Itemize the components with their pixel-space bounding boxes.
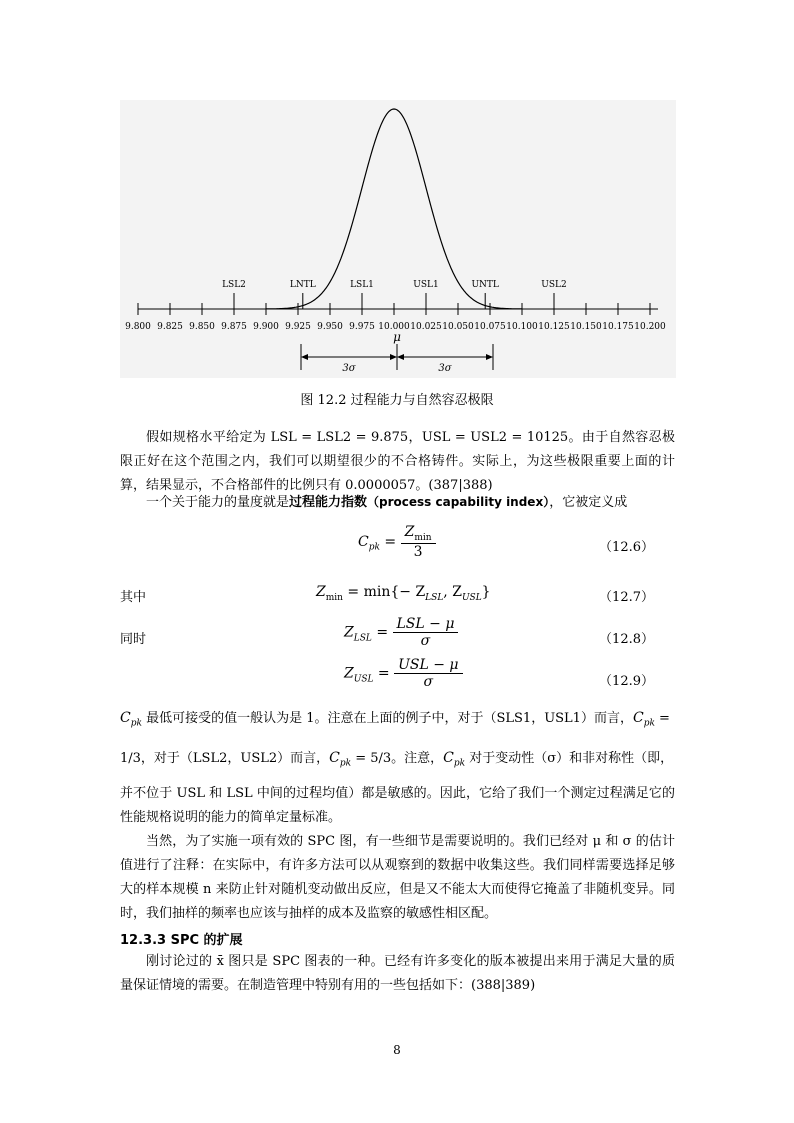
page-number: 8 <box>393 1043 401 1057</box>
cpk-4-sub: pk <box>453 758 466 769</box>
eq2-mid: = min{− Z <box>342 584 426 600</box>
eq3-label: 同时 <box>120 632 147 647</box>
eq1-lhs-sub: pk <box>368 542 380 553</box>
axis-tick-label: 10.200 <box>634 322 666 332</box>
equation-number-12-6: （12.6） <box>599 540 654 555</box>
eq1-den: 3 <box>413 543 423 560</box>
axis-tick-label: 10.000 <box>378 322 410 332</box>
arrowhead-right-a <box>397 354 404 360</box>
bell-curve <box>266 109 522 309</box>
limit-label: LNTL <box>289 280 316 290</box>
term-process-capability: 过程能力指数 <box>289 495 368 510</box>
cpk-1-sub: pk <box>130 718 142 729</box>
equation-number-12-9: （12.9） <box>599 674 654 689</box>
axis-tick-label: 9.975 <box>349 322 375 332</box>
cpk-2-sub: pk <box>643 718 655 729</box>
equation-12-6: $C_{pk}$ = $\frac{Z_{min}}{3}$ <box>358 524 436 560</box>
equation-12-8: $Z_{LSL}$ = $\frac{\text{LSL − μ}}{\sigma}$ <box>344 616 458 649</box>
para2-prefix: 一个关于能力的量度就是 <box>146 495 290 510</box>
paragraph-4: 当然，为了实施一项有效的 SPC 图，有一些细节是需要说明的。我们已经对 μ 和 σ 的估计值进行了注释：在实际中，有许多方法可以从观察到的数据中收集这些。我们同样需要选择足够大的样本规模 n 来防止针对随机变动做出反应，但是又不能太大而使得它掩盖了非随机变异。同时，我们抽样的频率也应该与抽样的成本及监察的敏感性相区配。 <box>120 834 675 921</box>
axis-tick-label: 9.900 <box>253 322 279 332</box>
para3-text-1: 最低可接受的值一般认为是 1。注意在上面的例子中，对于（SLS1，USL1）而言， <box>141 711 633 726</box>
axis-tick-label: 10.050 <box>442 322 474 332</box>
eq4-fraction <box>394 657 462 690</box>
para3-text-5: 对于变动性（σ）和非对称性（即， <box>465 751 674 766</box>
paragraph-5: 刚讨论过的 x̄ 图只是 SPC 图表的一种。已经有许多变化的版本被提出来用于满足大量的质量保证情境的需要。在制造管理中特别有用的一些包括如下：(388|389) <box>120 954 675 993</box>
eq4-lhs: Z <box>344 665 354 682</box>
eq2-sub-lsl: LSL <box>425 592 444 603</box>
eq3-lhs-sub: LSL <box>353 633 372 644</box>
cpk-3-sub: pk <box>339 758 352 769</box>
eq1-num-sub: min <box>414 532 432 543</box>
cpk-2: C <box>632 710 644 726</box>
para3-text-2: = <box>654 711 670 726</box>
axis-tick-label: 10.100 <box>506 322 538 332</box>
para3-text-3: 1/3，对于（LSL2，USL2）而言， <box>120 751 330 766</box>
limit-label: UNTL <box>471 280 499 290</box>
axis-tick-label: 9.825 <box>157 322 183 332</box>
eq2-comma: , Z <box>443 584 462 600</box>
axis-tick-label: 9.850 <box>189 322 215 332</box>
figure-svg <box>120 100 676 378</box>
sigma-right-label: 3σ <box>438 363 452 374</box>
eq3-fraction <box>393 616 459 649</box>
paragraph-2 <box>120 490 675 515</box>
limit-label: USL1 <box>413 280 439 290</box>
axis-tick-label: 10.125 <box>538 322 570 332</box>
para2-suffix: ，它被定义成 <box>549 495 628 510</box>
paragraph-3-line-1 <box>120 708 675 734</box>
eq2-label: 其中 <box>120 590 147 605</box>
equation-number-12-7: （12.7） <box>599 590 654 605</box>
paragraph-1: 假如规格水平给定为 LSL = LSL2 = 9.875，USL = USL2 = 10125。由于自然容忍极限正好在这个范围之内，我们可以期望很少的不合格铸件。实际上，为这些极限重要上面的计算，结果显示，不合格部件的比例只有 0.0000057。(387|388) <box>120 430 675 493</box>
eq2-close: } <box>481 584 491 600</box>
axis-tick-label: 9.925 <box>285 322 311 332</box>
limit-label: USL2 <box>541 280 567 290</box>
paragraph-3-rest: 并不位于 USL 和 LSL 中间的过程均值）都是敏感的。因此，它给了我们一个测定过程满足它的性能规格说明的能力的简单定量标准。 <box>120 786 675 825</box>
limit-label: LSL2 <box>222 280 246 290</box>
axis-tick-label: 9.800 <box>125 322 151 332</box>
eq3-num: LSL − μ <box>393 616 459 633</box>
eq4-lhs-sub: USL <box>353 674 374 685</box>
equation-12-7 <box>316 584 491 603</box>
eq1-fraction <box>401 524 436 560</box>
axis-tick-label: 9.950 <box>317 322 343 332</box>
equation-12-9: $Z_{USL}$ = $\frac{\text{USL − μ}}{\sigma}$ <box>344 657 463 690</box>
sigma-left-label: 3σ <box>342 363 356 374</box>
limit-label: LSL1 <box>350 280 374 290</box>
eq4-num: USL − μ <box>394 657 462 674</box>
section-title: 12.3.3 SPC 的扩展 <box>120 933 243 948</box>
eq2-z-sub: min <box>325 592 343 603</box>
paragraph-3-line-2 <box>120 748 675 774</box>
mu-label: μ <box>393 330 401 344</box>
cpk-1: C <box>120 710 131 726</box>
eq2-z: Z <box>316 584 326 600</box>
axis-tick-label: 10.175 <box>602 322 634 332</box>
eq4-den: σ <box>423 674 434 690</box>
arrowhead-left-a <box>301 354 308 360</box>
eq1-lhs: C <box>358 533 369 550</box>
arrowhead-right-b <box>486 354 493 360</box>
eq3-lhs: Z <box>344 624 354 641</box>
axis-tick-label: 10.150 <box>570 322 602 332</box>
axis-tick-label: 10.075 <box>474 322 506 332</box>
term-process-capability-en: （process capability index） <box>367 495 550 509</box>
equation-number-12-8: （12.8） <box>599 632 654 647</box>
cpk-3: C <box>329 750 340 766</box>
axis-tick-label: 9.875 <box>221 322 247 332</box>
eq1-num: Z <box>404 524 415 540</box>
eq2-sub-usl: USL <box>461 592 482 603</box>
figure-caption: 图 12.2 过程能力与自然容忍极限 <box>300 393 494 408</box>
figure-normal-distribution <box>120 100 676 378</box>
arrowhead-left-b <box>390 354 397 360</box>
axis-tick-label: 10.025 <box>410 322 442 332</box>
cpk-4: C <box>443 750 454 766</box>
para3-text-4: = 5/3。注意， <box>351 751 444 766</box>
eq3-den: σ <box>420 633 431 649</box>
